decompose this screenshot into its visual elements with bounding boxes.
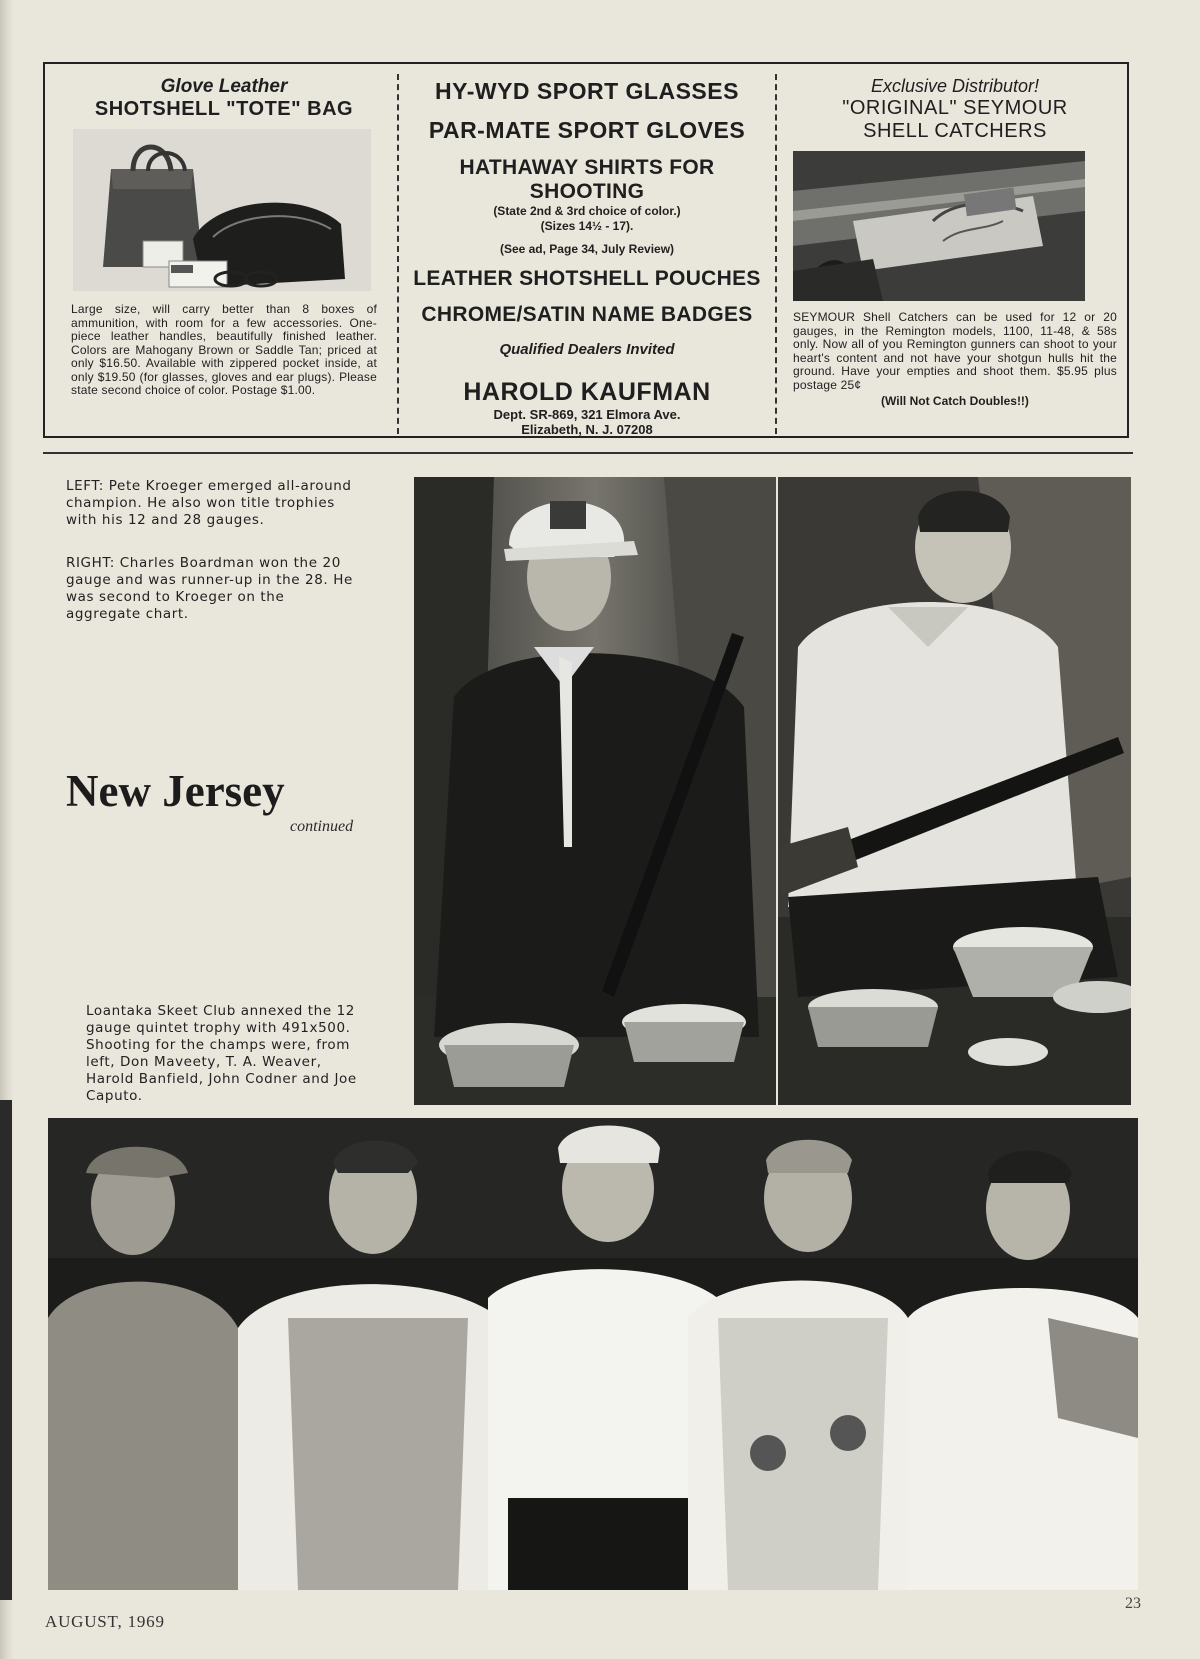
caption-left-photo: LEFT: Pete Kroeger emerged all-around champion. He also won title trophies with his 12 and 28 gauges. (66, 478, 352, 528)
product-shotshell-pouches: LEATHER SHOTSHELL POUCHES (413, 267, 761, 290)
section-rule (43, 452, 1133, 454)
seymour-ad (775, 64, 1127, 436)
seymour-title-line1: "ORIGINAL" SEYMOUR (842, 97, 1068, 119)
see-ad-note: (See ad, Page 34, July Review) (499, 242, 675, 256)
tote-bag-ad (45, 64, 399, 436)
advertiser-address-line1: Dept. SR-869, 321 Elmora Ave. (493, 407, 681, 422)
continued-label: continued (290, 818, 354, 835)
shirts-color-note: (State 2nd & 3rd choice of color.) (493, 204, 681, 218)
tote-title: SHOTSHELL "TOTE" BAG (94, 98, 354, 120)
kroeger-photo (414, 477, 776, 1105)
shotgun-receiver-photo (793, 151, 1085, 301)
seymour-note: (Will Not Catch Doubles!!) (881, 394, 1029, 408)
page-binding-edge (0, 0, 14, 1659)
boardman-photo (778, 477, 1131, 1105)
tote-description: Large size, will carry better than 8 boxes of ammunition, with room for a few accessories. One-piece leather handles, beautifully finished leather. Colors are Mahogany Brown or Saddle Tan; priced at only $16.50. Available with zippered pocket inside, at only $19.50 (for glasses, gloves and ear plugs). Please state second choice of color. Postage $1.00. (71, 302, 377, 397)
tote-bag-photo (73, 129, 371, 291)
product-sport-gloves: PAR-MATE SPORT GLOVES (428, 117, 746, 143)
advertiser-name: HAROLD KAUFMAN (463, 378, 711, 406)
caption-right-photo: RIGHT: Charles Boardman won the 20 gauge and was runner-up in the 28. He was second to Kroeger on the aggregate chart. (66, 555, 353, 622)
product-hathaway-shirts: HATHAWAY SHIRTS FOR SHOOTING (459, 156, 715, 203)
kaufman-ad (399, 64, 775, 436)
seymour-description: SEYMOUR Shell Catchers can be used for 12 or 20 gauges, in the Remington models, 1100, 11-48, & 58s only. Now all of you Remington gunners can shoot to your heart's content and not have your shotgun hulls hit the ground. Have your empties and shoot them. $5.95 plus postage 25¢ (793, 310, 1117, 392)
caption-team-photo: Loantaka Skeet Club annexed the 12 gauge quintet trophy with 491x500. Shooting for the champs were, from left, Don Maveety, T. A. Weaver, Harold Banfield, John Codner and Joe Caputo. (86, 1003, 357, 1104)
loantaka-team-photo (48, 1118, 1138, 1590)
issue-date: AUGUST, 1969 (45, 1612, 165, 1631)
article-headline: New Jersey (66, 766, 285, 816)
seymour-title-line2: SHELL CATCHERS (863, 120, 1047, 142)
seymour-kicker: Exclusive Distributor! (870, 76, 1040, 96)
tote-kicker: Glove Leather (160, 76, 288, 97)
shirts-size-note: (Sizes 14½ - 17). (540, 219, 634, 233)
product-sport-glasses: HY-WYD SPORT GLASSES (435, 78, 739, 104)
dealers-invited: Qualified Dealers Invited (499, 341, 675, 358)
advertisement-box (43, 62, 1129, 438)
advertiser-address-line2: Elizabeth, N. J. 07208 (521, 422, 653, 437)
product-name-badges: CHROME/SATIN NAME BADGES (421, 303, 753, 326)
page-number: 23 (1125, 1595, 1141, 1612)
